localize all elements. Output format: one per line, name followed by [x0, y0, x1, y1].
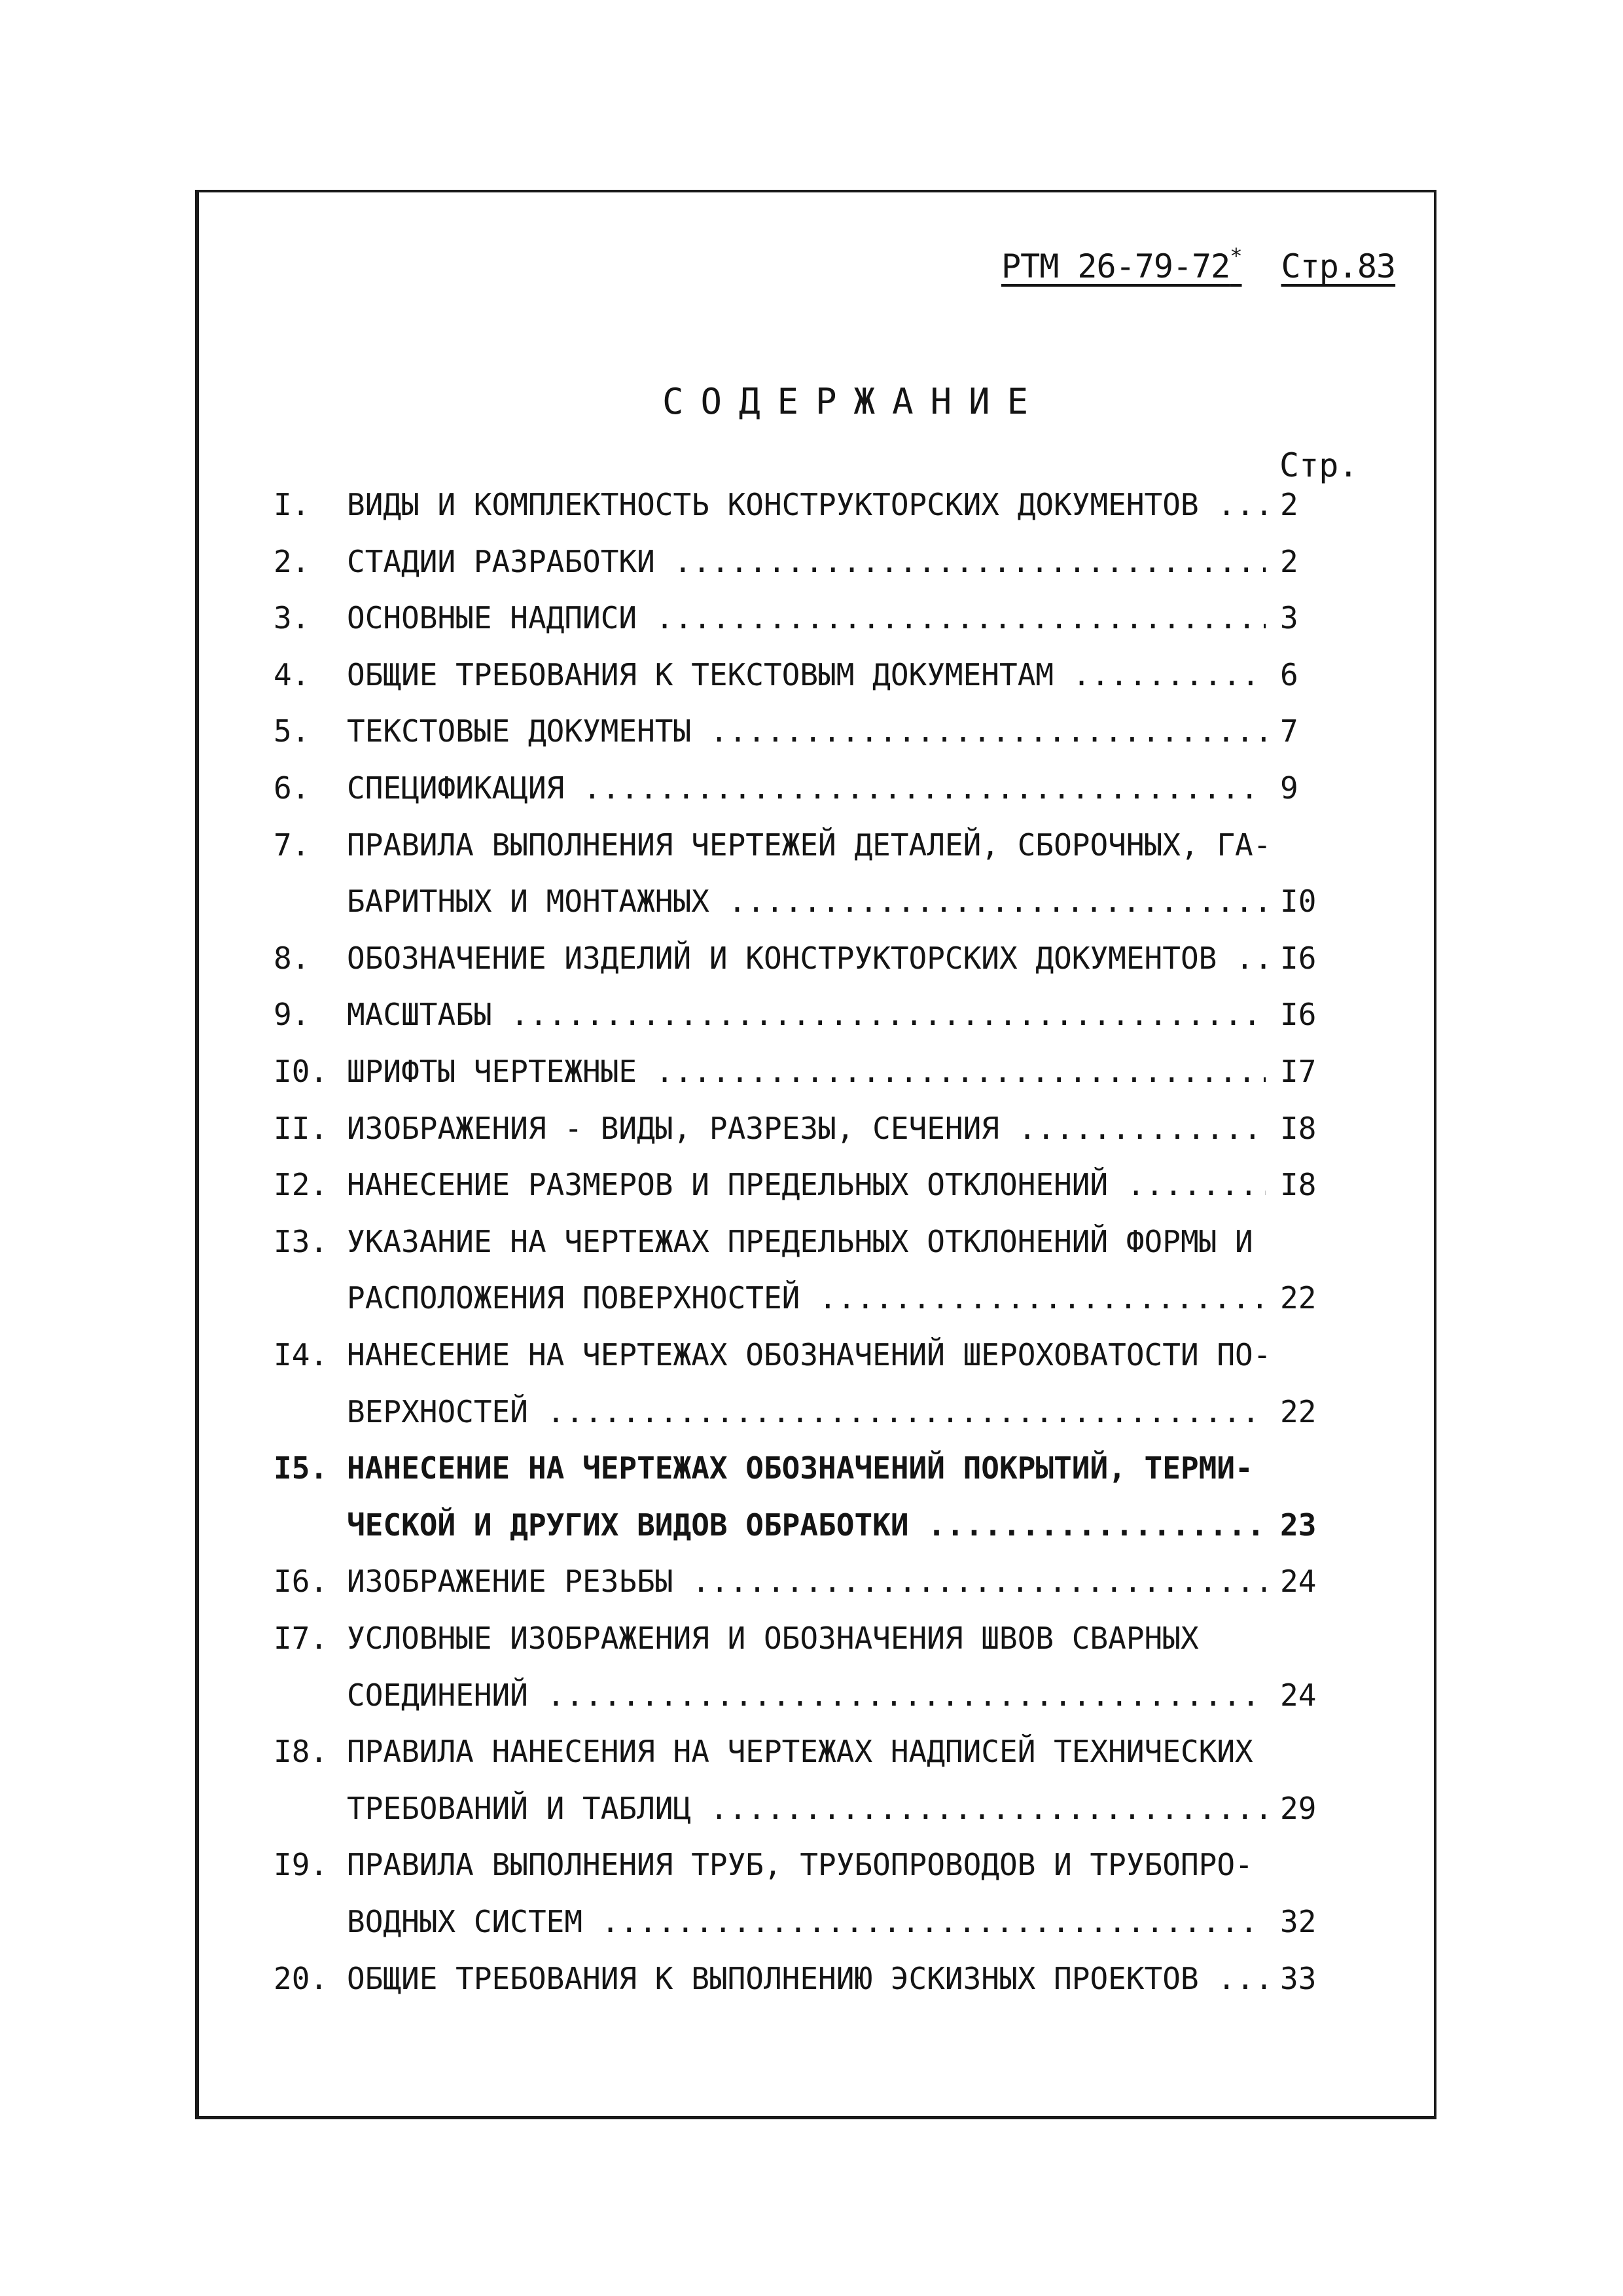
- toc-entry-title: ПРАВИЛА ВЫПОЛНЕНИЯ ТРУБ, ТРУБОПРОВОДОВ И ТРУБОПРО-: [347, 1847, 1253, 1883]
- toc-entry-line: [274, 1275, 1334, 1321]
- toc-entry-title: УСЛОВНЫЕ ИЗОБРАЖЕНИЯ И ОБОЗНАЧЕНИЯ ШВОВ СВАРНЫХ: [347, 1621, 1199, 1656]
- toc-entry-line: [274, 1502, 1334, 1548]
- toc-entry-page: 33: [1280, 1960, 1317, 1996]
- toc-entry-number: 20.: [274, 1960, 329, 1996]
- toc-entry-line: [274, 708, 1334, 754]
- toc-entry-line: [274, 935, 1334, 981]
- document-code-mark: *: [1230, 243, 1242, 268]
- toc-entry-page: 23: [1280, 1507, 1317, 1543]
- toc-entry-line: [274, 1162, 1334, 1208]
- toc-entry-line: [274, 765, 1334, 811]
- toc-entry-number: I3.: [274, 1223, 329, 1259]
- toc-entry-page: I8: [1280, 1167, 1317, 1203]
- toc-entry-line: [274, 1332, 1334, 1378]
- toc-entry-page: 24: [1280, 1677, 1317, 1713]
- toc-entry-title: ИЗОБРАЖЕНИЯ - ВИДЫ, РАЗРЕЗЫ, СЕЧЕНИЯ .....: [347, 1105, 1266, 1151]
- toc-entry-title: ОСНОВНЫЕ НАДПИСИ .....: [347, 595, 1266, 641]
- toc-entry-number: 4.: [274, 656, 310, 692]
- toc-entry-number: 5.: [274, 713, 310, 749]
- toc-entry-page: 2: [1280, 543, 1298, 579]
- toc-entry-line: [274, 1105, 1334, 1151]
- toc-entry-number: I0.: [274, 1054, 329, 1089]
- toc-entry-title: ОБЩИЕ ТРЕБОВАНИЯ К ТЕКСТОВЫМ ДОКУМЕНТАМ .....: [347, 652, 1266, 698]
- toc-entry-title: ИЗОБРАЖЕНИЕ РЕЗЬБЫ .....: [347, 1558, 1266, 1604]
- toc-entry-title: ТЕКСТОВЫЕ ДОКУМЕНТЫ .....: [347, 708, 1266, 754]
- toc-entry-title: ШРИФТЫ ЧЕРТЕЖНЫЕ .....: [347, 1049, 1266, 1094]
- toc-entry-line: [274, 1558, 1334, 1604]
- toc-entry-number: I4.: [274, 1337, 329, 1372]
- toc-entry-title: ТРЕБОВАНИЙ И ТАБЛИЦ .....: [347, 1785, 1266, 1831]
- toc-entry-number: I9.: [274, 1847, 329, 1883]
- toc-entry-line: [274, 1672, 1334, 1718]
- toc-entry-title: НАНЕСЕНИЕ НА ЧЕРТЕЖАХ ОБОЗНАЧЕНИЙ ПОКРЫТИЙ, ТЕРМИ-: [347, 1450, 1253, 1486]
- toc-entry-title: НАНЕСЕНИЕ НА ЧЕРТЕЖАХ ОБОЗНАЧЕНИЙ ШЕРОХОВАТОСТИ ПО-: [347, 1337, 1272, 1372]
- toc-entry-title: СТАДИИ РАЗРАБОТКИ .....: [347, 539, 1266, 584]
- toc-entry-number: 7.: [274, 827, 310, 863]
- toc-entry-number: 9.: [274, 997, 310, 1033]
- document-header: [1001, 243, 1396, 285]
- toc-entry-number: 3.: [274, 600, 310, 636]
- toc-entry-title: УКАЗАНИЕ НА ЧЕРТЕЖАХ ПРЕДЕЛЬНЫХ ОТКЛОНЕНИЙ ФОРМЫ И: [347, 1223, 1253, 1259]
- toc-entry-title: ОБЩИЕ ТРЕБОВАНИЯ К ВЫПОЛНЕНИЮ ЭСКИЗНЫХ ПРОЕКТОВ .....: [347, 1956, 1266, 2001]
- toc-entry-line: [274, 595, 1334, 641]
- toc-entry-line: [274, 1445, 1334, 1491]
- toc-entry-title: ВЕРХНОСТЕЙ .....: [347, 1389, 1266, 1435]
- toc-entry-title: ОБОЗНАЧЕНИЕ ИЗДЕЛИЙ И КОНСТРУКТОРСКИХ ДОКУМЕНТОВ .....: [347, 935, 1266, 981]
- toc-entry-page: 24: [1280, 1564, 1317, 1600]
- contents-title: СОДЕРЖАНИЕ: [662, 381, 1046, 422]
- toc-entry-number: I2.: [274, 1167, 329, 1203]
- toc-entry-page: I0: [1280, 884, 1317, 920]
- toc-entry-number: 6.: [274, 770, 310, 806]
- toc-entry-line: [274, 822, 1334, 868]
- toc-entry-line: [274, 992, 1334, 1037]
- toc-entry-page: 9: [1280, 770, 1298, 806]
- toc-entry-line: [274, 1049, 1334, 1094]
- toc-entry-line: [274, 1389, 1334, 1435]
- toc-entry-title: НАНЕСЕНИЕ РАЗМЕРОВ И ПРЕДЕЛЬНЫХ ОТКЛОНЕНИЙ .....: [347, 1162, 1266, 1208]
- toc-entry-page: I6: [1280, 997, 1317, 1033]
- toc-entry-page: 22: [1280, 1280, 1317, 1316]
- toc-entry-number: I6.: [274, 1564, 329, 1600]
- toc-entry-title: ВОДНЫХ СИСТЕМ .....: [347, 1899, 1266, 1945]
- toc-entry-line: [274, 1785, 1334, 1831]
- toc-entry-line: [274, 1956, 1334, 2001]
- toc-entry-title: ВИДЫ И КОМПЛЕКТНОСТЬ КОНСТРУКТОРСКИХ ДОКУМЕНТОВ .....: [347, 482, 1266, 528]
- toc-entry-number: I.: [274, 487, 310, 522]
- toc-entry-page: I6: [1280, 940, 1317, 976]
- toc-entry-page: 32: [1280, 1904, 1317, 1939]
- toc-entry-number: I8.: [274, 1734, 329, 1770]
- toc-entry-line: [274, 539, 1334, 584]
- toc-entry-title: РАСПОЛОЖЕНИЯ ПОВЕРХНОСТЕЙ .....: [347, 1275, 1266, 1321]
- page-column-label: Стр.: [1279, 446, 1359, 484]
- page-number-label: Стр.83: [1281, 247, 1396, 285]
- toc-entry-line: [274, 878, 1334, 924]
- toc-entry-line: [274, 1899, 1334, 1945]
- toc-entry-page: 22: [1280, 1393, 1317, 1429]
- toc-entry-line: [274, 1842, 1334, 1888]
- toc-entry-page: 29: [1280, 1790, 1317, 1826]
- toc-entry-title: ПРАВИЛА ВЫПОЛНЕНИЯ ЧЕРТЕЖЕЙ ДЕТАЛЕЙ, СБОРОЧНЫХ, ГА-: [347, 827, 1272, 863]
- toc-entry-number: I5.: [274, 1450, 329, 1486]
- toc-entry-page: 6: [1280, 656, 1298, 692]
- document-code: РТМ 26-79-72: [1001, 247, 1230, 285]
- toc-entry-title: ЧЕСКОЙ И ДРУГИХ ВИДОВ ОБРАБОТКИ .....: [347, 1502, 1266, 1548]
- toc-entry-page: 3: [1280, 600, 1298, 636]
- toc-entry-line: [274, 652, 1334, 698]
- toc-entry-line: [274, 1615, 1334, 1661]
- toc-entry-number: II.: [274, 1110, 329, 1146]
- toc-entry-page: I8: [1280, 1110, 1317, 1146]
- toc-entry-number: I7.: [274, 1621, 329, 1656]
- toc-entry-line: [274, 482, 1334, 528]
- toc-entry-title: БАРИТНЫХ И МОНТАЖНЫХ .....: [347, 878, 1266, 924]
- toc-entry-page: 2: [1280, 487, 1298, 522]
- toc-entry-page: I7: [1280, 1054, 1317, 1089]
- toc-entry-page: 7: [1280, 713, 1298, 749]
- toc-entry-title: СПЕЦИФИКАЦИЯ .....: [347, 765, 1266, 811]
- toc-entry-number: 8.: [274, 940, 310, 976]
- toc-entry-line: [274, 1729, 1334, 1774]
- toc-entry-title: СОЕДИНЕНИЙ .....: [347, 1672, 1266, 1718]
- toc-entry-line: [274, 1219, 1334, 1265]
- toc-entry-title: ПРАВИЛА НАНЕСЕНИЯ НА ЧЕРТЕЖАХ НАДПИСЕЙ ТЕХНИЧЕСКИХ: [347, 1734, 1253, 1770]
- toc-entry-number: 2.: [274, 543, 310, 579]
- toc-entry-title: МАСШТАБЫ .....: [347, 992, 1266, 1037]
